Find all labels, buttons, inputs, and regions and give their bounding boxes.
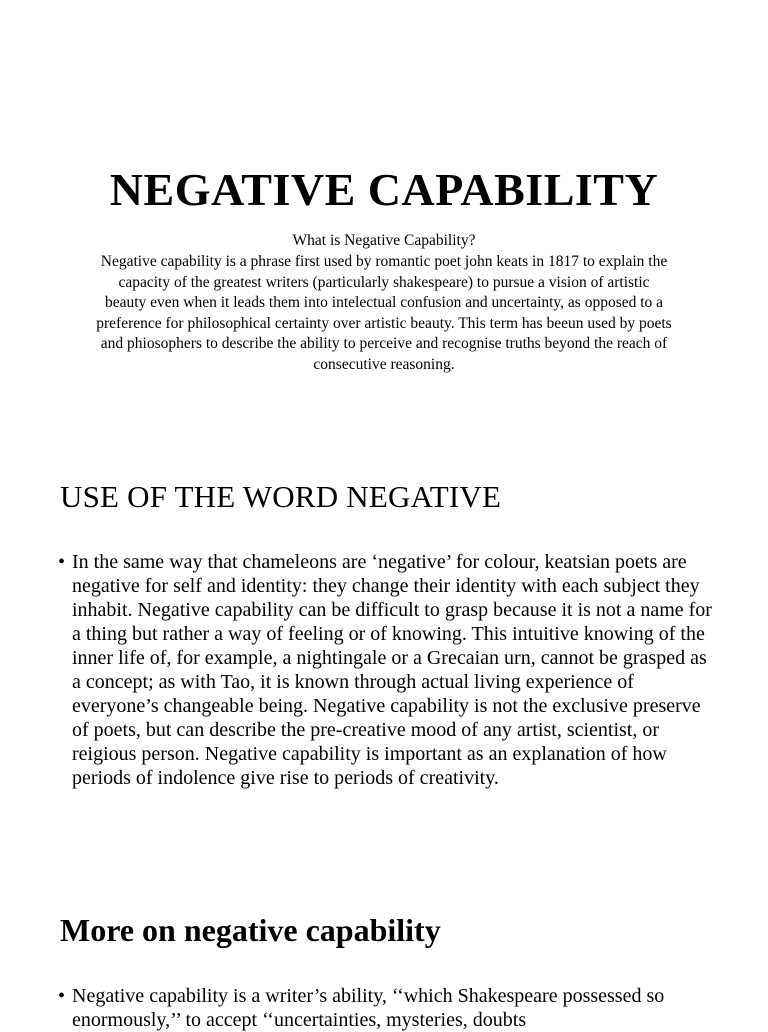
intro-paragraph: Negative capability is a phrase first used by romantic poet john keats in 1817 to explain the capacity of the greatest writers (particularly shakespeare) to pursue a vision of artistic beauty even when it leads them into intelectual confusion and uncertainty, as opposed to a preference for philosophical certainty over artistic beauty. This term has beeun used by poets and phiosophers to describe the ability to perceive and recognise truths beyond the reach of consecutive reasoning. (96, 253, 672, 373)
section-heading-use-of-word-negative: USE OF THE WORD NEGATIVE (60, 479, 502, 514)
bullet-icon: • (58, 985, 66, 1007)
slide-title: NEGATIVE CAPABILITY (109, 164, 659, 215)
slide-subtitle: What is Negative Capability? (292, 232, 476, 249)
bullet-text: In the same way that chameleons are ‘negative’ for colour, keatsian poets are negative for self and identity: they change their identity with each subject they inhabit. Negative capability can be difficult to grasp because it is not a name for a thing but rather a way of feeling or of knowing. This intuitive knowing of the inner life of, for example, a nightingale or a Grecaian urn, cannot be grasped as a concept; as with Tao, it is known through actual living experience of everyone’s changeable being. Negative capability is not the exclusive preserve of poets, but can describe the pre-creative mood of any artist, scientist, or reigious person. Negative capability is important as an explanation of how periods of indolence give rise to periods of creativity. (72, 551, 712, 789)
section-heading-more-on-negative-capability: More on negative capability (60, 912, 441, 948)
bullet-text: Negative capability is a writer’s ability, ‘‘which Shakespeare possessed so enormously,’’ to accept ‘‘uncertainties, mysteries, doubts (72, 985, 665, 1031)
bullet-icon: • (58, 551, 66, 573)
bullet-item (58, 984, 718, 1032)
bullet-item (58, 550, 718, 790)
